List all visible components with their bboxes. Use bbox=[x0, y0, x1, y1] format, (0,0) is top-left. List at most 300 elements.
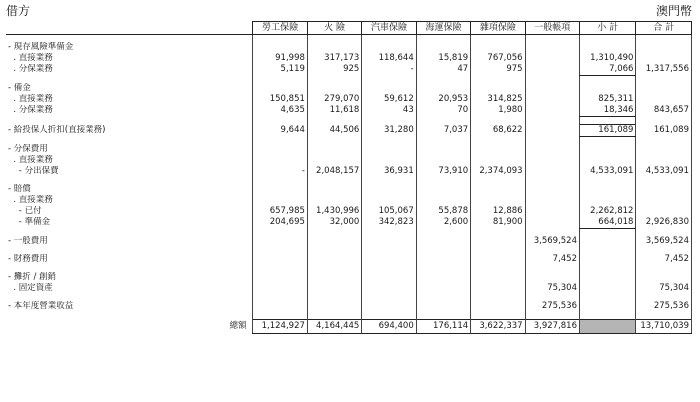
table-cell: 68,622 bbox=[471, 125, 525, 137]
total-cell: 3,622,337 bbox=[471, 320, 525, 334]
table-cell bbox=[580, 229, 636, 237]
table-cell: 105,067 bbox=[362, 206, 416, 217]
table-cell: 4,635 bbox=[253, 105, 307, 117]
table-row bbox=[6, 166, 692, 177]
table-cell bbox=[416, 137, 470, 145]
table-cell bbox=[525, 64, 579, 76]
table-cell bbox=[580, 254, 636, 265]
table-cell bbox=[636, 229, 692, 237]
table-cell bbox=[580, 42, 636, 53]
row-label: - 分出保費 bbox=[8, 166, 59, 176]
table-cell bbox=[525, 166, 579, 177]
table-cell bbox=[525, 312, 579, 320]
table-cell: 18,346 bbox=[580, 105, 636, 117]
table-cell bbox=[525, 177, 579, 184]
table-cell: 12,886 bbox=[471, 206, 525, 217]
table-cell bbox=[307, 76, 361, 84]
table-cell bbox=[362, 229, 416, 237]
table-cell bbox=[307, 229, 361, 237]
row-label bbox=[6, 229, 253, 237]
table-cell bbox=[471, 236, 525, 247]
table-cell bbox=[362, 195, 416, 206]
table-cell bbox=[525, 229, 579, 237]
table-cell bbox=[416, 247, 470, 254]
table-cell: 657,985 bbox=[253, 206, 307, 217]
table-cell: 2,374,093 bbox=[471, 166, 525, 177]
table-cell bbox=[636, 177, 692, 184]
table-cell bbox=[525, 42, 579, 53]
table-cell bbox=[307, 184, 361, 195]
table-row bbox=[6, 83, 692, 94]
table-cell bbox=[307, 155, 361, 166]
table-cell bbox=[525, 144, 579, 155]
row-label bbox=[6, 137, 253, 145]
table-cell: 55,878 bbox=[416, 206, 470, 217]
table-cell bbox=[636, 53, 692, 64]
table-cell bbox=[253, 294, 307, 301]
table-cell bbox=[362, 254, 416, 265]
table-cell bbox=[471, 272, 525, 283]
table-cell: 4,533,091 bbox=[636, 166, 692, 177]
table-cell bbox=[253, 83, 307, 94]
table-cell bbox=[471, 76, 525, 84]
debit-table bbox=[6, 21, 692, 334]
table-cell bbox=[253, 247, 307, 254]
table-row bbox=[6, 301, 692, 312]
table-cell: 9,644 bbox=[253, 125, 307, 137]
table-cell: 32,000 bbox=[307, 217, 361, 229]
table-row bbox=[6, 94, 692, 105]
table-cell bbox=[253, 117, 307, 125]
table-cell bbox=[307, 83, 361, 94]
row-label bbox=[6, 35, 253, 43]
table-cell: 36,931 bbox=[362, 166, 416, 177]
table-cell bbox=[416, 76, 470, 84]
spacer-row bbox=[6, 312, 692, 320]
row-label bbox=[6, 76, 253, 84]
table-cell bbox=[253, 265, 307, 272]
table-cell bbox=[580, 184, 636, 195]
row-label: . 分保業務 bbox=[8, 64, 53, 75]
row-label: . 直接業務 bbox=[8, 53, 53, 63]
table-cell: 2,600 bbox=[416, 217, 470, 229]
table-cell bbox=[636, 83, 692, 94]
table-cell bbox=[580, 76, 636, 84]
row-label bbox=[6, 177, 253, 184]
table-cell bbox=[362, 42, 416, 53]
table-row bbox=[6, 206, 692, 217]
table-cell bbox=[525, 247, 579, 254]
total-cell: 694,400 bbox=[362, 320, 416, 334]
row-label bbox=[6, 117, 253, 125]
table-row bbox=[6, 64, 692, 76]
row-label: - 賠償 bbox=[8, 184, 31, 194]
column-header: 海運保險 bbox=[416, 22, 470, 35]
table-cell: 275,536 bbox=[525, 301, 579, 312]
table-cell bbox=[636, 272, 692, 283]
table-cell bbox=[636, 195, 692, 206]
table-cell bbox=[253, 229, 307, 237]
row-label: - 給投保人折扣(直接業務) bbox=[8, 125, 106, 135]
table-cell: 4,533,091 bbox=[580, 166, 636, 177]
table-cell bbox=[471, 35, 525, 43]
row-label bbox=[6, 294, 253, 301]
spacer-row bbox=[6, 229, 692, 237]
table-cell: 11,618 bbox=[307, 105, 361, 117]
table-cell bbox=[307, 312, 361, 320]
table-cell bbox=[307, 254, 361, 265]
table-cell bbox=[580, 195, 636, 206]
table-row bbox=[6, 53, 692, 64]
spacer-row bbox=[6, 76, 692, 84]
table-cell: 975 bbox=[471, 64, 525, 76]
table-cell bbox=[416, 272, 470, 283]
table-cell bbox=[636, 247, 692, 254]
table-cell: 161,089 bbox=[580, 125, 636, 137]
table-cell bbox=[253, 76, 307, 84]
spacer-row bbox=[6, 35, 692, 43]
table-cell bbox=[307, 247, 361, 254]
table-cell bbox=[471, 137, 525, 145]
table-cell bbox=[580, 144, 636, 155]
table-cell bbox=[471, 265, 525, 272]
table-cell: 150,851 bbox=[253, 94, 307, 105]
row-label: - 分保費用 bbox=[8, 144, 48, 154]
table-cell: 2,262,812 bbox=[580, 206, 636, 217]
table-cell bbox=[362, 236, 416, 247]
table-cell bbox=[307, 301, 361, 312]
table-cell bbox=[307, 195, 361, 206]
table-cell bbox=[580, 283, 636, 294]
row-label: - 已付 bbox=[8, 206, 42, 216]
table-cell: 31,280 bbox=[362, 125, 416, 137]
table-row bbox=[6, 125, 692, 137]
table-cell: 7,452 bbox=[525, 254, 579, 265]
table-cell bbox=[471, 177, 525, 184]
table-cell bbox=[416, 283, 470, 294]
table-cell bbox=[253, 137, 307, 145]
table-cell bbox=[525, 272, 579, 283]
table-cell bbox=[636, 294, 692, 301]
total-cell: 1,124,927 bbox=[253, 320, 307, 334]
table-cell bbox=[525, 117, 579, 125]
table-cell bbox=[471, 117, 525, 125]
row-label: . 固定資產 bbox=[8, 283, 53, 293]
table-cell bbox=[362, 184, 416, 195]
row-label: . 分保業務 bbox=[8, 105, 53, 116]
column-header: 勞工保險 bbox=[253, 22, 307, 35]
table-cell bbox=[580, 83, 636, 94]
column-header: 一般帳項 bbox=[525, 22, 579, 35]
table-cell bbox=[416, 83, 470, 94]
table-cell bbox=[416, 312, 470, 320]
table-cell bbox=[307, 283, 361, 294]
table-cell bbox=[471, 155, 525, 166]
table-cell: 91,998 bbox=[253, 53, 307, 64]
spacer-row bbox=[6, 117, 692, 125]
table-cell: 2,926,830 bbox=[636, 217, 692, 229]
table-cell bbox=[362, 35, 416, 43]
total-cell: 3,927,816 bbox=[525, 320, 579, 334]
table-cell bbox=[416, 177, 470, 184]
table-cell bbox=[580, 265, 636, 272]
table-cell bbox=[253, 35, 307, 43]
table-cell bbox=[416, 254, 470, 265]
table-row bbox=[6, 184, 692, 195]
table-cell bbox=[362, 283, 416, 294]
table-cell: 275,536 bbox=[636, 301, 692, 312]
table-cell bbox=[416, 144, 470, 155]
table-cell bbox=[307, 137, 361, 145]
table-row bbox=[6, 217, 692, 229]
table-cell bbox=[307, 35, 361, 43]
table-cell bbox=[580, 247, 636, 254]
table-cell: 3,569,524 bbox=[525, 236, 579, 247]
spacer-row bbox=[6, 294, 692, 301]
total-cell: 176,114 bbox=[416, 320, 470, 334]
row-label: - 現存風險準備金 bbox=[8, 42, 74, 52]
table-cell: 73,910 bbox=[416, 166, 470, 177]
table-cell: 1,980 bbox=[471, 105, 525, 117]
table-cell bbox=[253, 155, 307, 166]
table-cell bbox=[525, 137, 579, 145]
table-cell bbox=[307, 144, 361, 155]
table-cell bbox=[580, 117, 636, 125]
column-header: 雜項保險 bbox=[471, 22, 525, 35]
table-cell bbox=[362, 144, 416, 155]
spacer-row bbox=[6, 265, 692, 272]
table-cell bbox=[362, 155, 416, 166]
column-header-blank bbox=[6, 22, 253, 35]
table-cell: 342,823 bbox=[362, 217, 416, 229]
table-cell: 161,089 bbox=[636, 125, 692, 137]
table-cell bbox=[471, 42, 525, 53]
table-cell bbox=[416, 229, 470, 237]
table-cell: 47 bbox=[416, 64, 470, 76]
table-cell: 1,310,490 bbox=[580, 53, 636, 64]
table-cell: 5,119 bbox=[253, 64, 307, 76]
table-cell bbox=[362, 177, 416, 184]
column-header-row bbox=[6, 22, 692, 35]
table-cell bbox=[471, 294, 525, 301]
table-cell bbox=[362, 265, 416, 272]
table-cell: 15,819 bbox=[416, 53, 470, 64]
table-cell bbox=[307, 42, 361, 53]
table-cell bbox=[525, 94, 579, 105]
table-cell bbox=[416, 301, 470, 312]
table-cell bbox=[307, 117, 361, 125]
table-cell bbox=[636, 184, 692, 195]
table-cell: 43 bbox=[362, 105, 416, 117]
table-cell bbox=[580, 294, 636, 301]
table-cell bbox=[525, 53, 579, 64]
table-cell bbox=[580, 312, 636, 320]
table-cell bbox=[471, 301, 525, 312]
table-row bbox=[6, 195, 692, 206]
table-cell: - bbox=[253, 166, 307, 177]
table-cell bbox=[525, 206, 579, 217]
total-cell-shaded bbox=[580, 320, 636, 334]
table-cell bbox=[636, 42, 692, 53]
table-body bbox=[6, 35, 692, 320]
table-cell bbox=[416, 117, 470, 125]
table-cell bbox=[253, 177, 307, 184]
column-header: 汽車保險 bbox=[362, 22, 416, 35]
table-row bbox=[6, 272, 692, 283]
table-cell bbox=[253, 272, 307, 283]
table-cell bbox=[362, 294, 416, 301]
table-cell bbox=[471, 144, 525, 155]
table-cell bbox=[416, 236, 470, 247]
table-row bbox=[6, 254, 692, 265]
table-cell bbox=[253, 283, 307, 294]
currency-heading: 澳門幣 bbox=[655, 4, 692, 18]
table-cell bbox=[416, 184, 470, 195]
table-cell bbox=[636, 35, 692, 43]
table-cell: 1,430,996 bbox=[307, 206, 361, 217]
table-cell: 1,317,556 bbox=[636, 64, 692, 76]
table-cell bbox=[636, 137, 692, 145]
row-label: - 一般費用 bbox=[8, 236, 48, 246]
table-cell bbox=[580, 236, 636, 247]
table-cell: 3,569,524 bbox=[636, 236, 692, 247]
row-label bbox=[6, 312, 253, 320]
table-cell bbox=[362, 83, 416, 94]
table-cell bbox=[580, 137, 636, 145]
table-cell bbox=[525, 155, 579, 166]
table-row bbox=[6, 144, 692, 155]
total-row bbox=[6, 320, 692, 334]
table-cell bbox=[525, 217, 579, 229]
table-cell: 118,644 bbox=[362, 53, 416, 64]
table-cell bbox=[636, 155, 692, 166]
table-cell bbox=[307, 236, 361, 247]
row-label: - 備金 bbox=[8, 83, 31, 93]
table-cell: 7,037 bbox=[416, 125, 470, 137]
table-cell: 279,070 bbox=[307, 94, 361, 105]
table-cell bbox=[253, 312, 307, 320]
table-cell bbox=[525, 294, 579, 301]
table-row bbox=[6, 236, 692, 247]
table-cell bbox=[471, 195, 525, 206]
table-cell bbox=[580, 155, 636, 166]
table-cell bbox=[636, 76, 692, 84]
total-cell: 4,164,445 bbox=[307, 320, 361, 334]
table-cell: 317,173 bbox=[307, 53, 361, 64]
table-cell bbox=[362, 301, 416, 312]
table-cell: 59,612 bbox=[362, 94, 416, 105]
row-label: . 直接業務 bbox=[8, 195, 53, 205]
table-cell bbox=[253, 144, 307, 155]
row-label: - 財務費用 bbox=[8, 254, 48, 264]
table-cell bbox=[471, 83, 525, 94]
table-cell bbox=[636, 144, 692, 155]
table-cell bbox=[416, 155, 470, 166]
table-cell: 664,018 bbox=[580, 217, 636, 229]
table-cell bbox=[253, 301, 307, 312]
column-header: 小 計 bbox=[580, 22, 636, 35]
table-cell bbox=[253, 42, 307, 53]
table-cell: 70 bbox=[416, 105, 470, 117]
table-cell bbox=[636, 265, 692, 272]
table-cell: 75,304 bbox=[636, 283, 692, 294]
table-cell bbox=[471, 312, 525, 320]
debit-heading: 借方 bbox=[6, 4, 31, 18]
table-cell bbox=[253, 184, 307, 195]
table-cell bbox=[416, 294, 470, 301]
table-cell bbox=[636, 94, 692, 105]
table-cell: 843,657 bbox=[636, 105, 692, 117]
table-cell bbox=[362, 137, 416, 145]
table-cell bbox=[580, 272, 636, 283]
row-label: . 直接業務 bbox=[8, 155, 53, 165]
row-label bbox=[6, 247, 253, 254]
table-cell bbox=[362, 76, 416, 84]
table-cell bbox=[636, 206, 692, 217]
table-cell bbox=[471, 184, 525, 195]
table-cell bbox=[525, 35, 579, 43]
table-cell bbox=[580, 35, 636, 43]
table-cell bbox=[471, 283, 525, 294]
table-cell bbox=[580, 301, 636, 312]
table-cell: 767,056 bbox=[471, 53, 525, 64]
table-cell bbox=[362, 272, 416, 283]
spacer-row bbox=[6, 247, 692, 254]
table-cell bbox=[525, 184, 579, 195]
table-cell: - bbox=[362, 64, 416, 76]
table-cell bbox=[525, 105, 579, 117]
table-cell: 7,452 bbox=[636, 254, 692, 265]
table-cell bbox=[416, 35, 470, 43]
total-label: 總額 bbox=[229, 321, 247, 331]
table-cell bbox=[580, 177, 636, 184]
table-cell bbox=[525, 76, 579, 84]
table-cell bbox=[307, 294, 361, 301]
table-cell bbox=[362, 247, 416, 254]
table-cell bbox=[307, 177, 361, 184]
table-cell bbox=[307, 265, 361, 272]
table-cell bbox=[471, 254, 525, 265]
table-cell bbox=[471, 247, 525, 254]
spacer-row bbox=[6, 177, 692, 184]
table-cell: 925 bbox=[307, 64, 361, 76]
table-cell bbox=[636, 312, 692, 320]
table-cell bbox=[525, 125, 579, 137]
column-header: 火 險 bbox=[307, 22, 361, 35]
table-cell: 825,311 bbox=[580, 94, 636, 105]
table-row bbox=[6, 283, 692, 294]
table-cell: 7,066 bbox=[580, 64, 636, 76]
row-label bbox=[6, 265, 253, 272]
row-label: - 攤折 / 創銷 bbox=[8, 272, 57, 282]
table-cell: 81,900 bbox=[471, 217, 525, 229]
table-cell bbox=[471, 229, 525, 237]
table-cell: 204,695 bbox=[253, 217, 307, 229]
table-cell bbox=[253, 236, 307, 247]
table-cell: 20,953 bbox=[416, 94, 470, 105]
table-cell bbox=[362, 117, 416, 125]
table-cell: 44,506 bbox=[307, 125, 361, 137]
row-label: - 準備金 bbox=[8, 217, 51, 228]
table-cell bbox=[253, 254, 307, 265]
row-label: . 直接業務 bbox=[8, 94, 53, 104]
table-cell: 75,304 bbox=[525, 283, 579, 294]
table-cell bbox=[362, 312, 416, 320]
table-cell bbox=[525, 195, 579, 206]
table-cell bbox=[307, 272, 361, 283]
table-row bbox=[6, 155, 692, 166]
table-cell bbox=[525, 83, 579, 94]
